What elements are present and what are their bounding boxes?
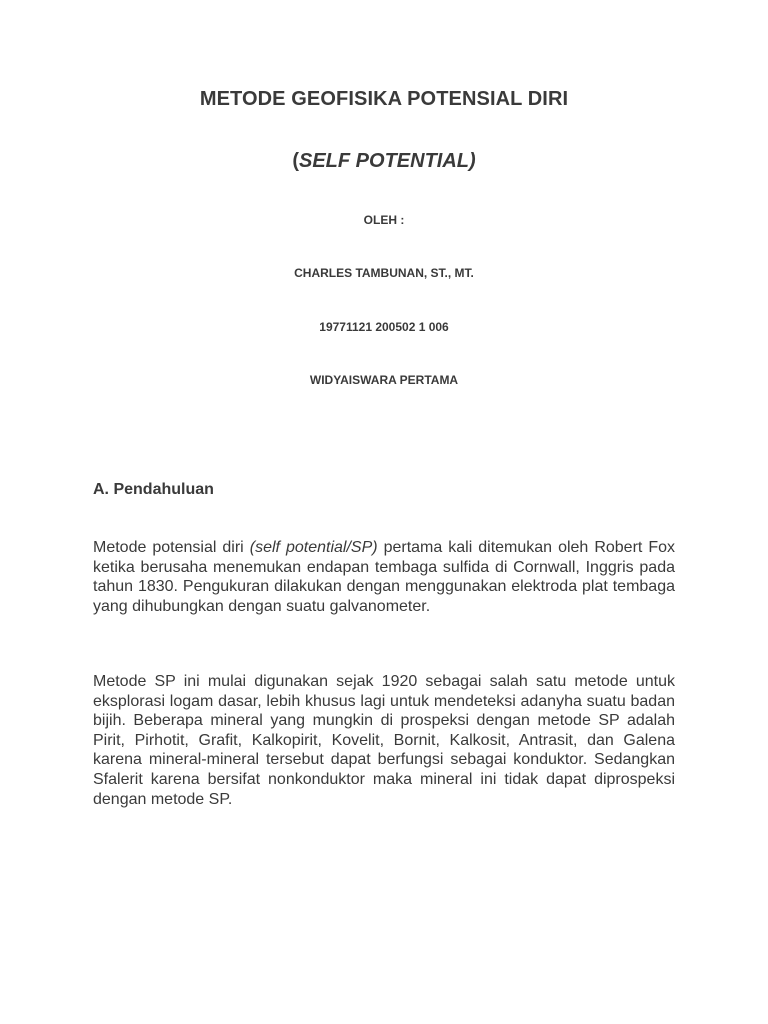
subtitle-open-paren: ( (292, 150, 299, 172)
document-subtitle (0, 150, 768, 173)
paragraph-1-after: pertama kali ditemukan oleh Robert Fox ketika berusaha menemukan endapan tembaga sulfida di Cornwall, Inggris pada tahun 1830. Pengukuran dilakukan dengan menggunakan elektroda plat tembaga yang dihubungkan dengan suatu galvanometer. (93, 539, 676, 615)
paragraph-2: Metode SP ini mulai digunakan sejak 1920 sebagai salah satu metode untuk eksplorasi logam dasar, lebih khusus lagi untuk mendeteksi adanyha suatu badan bijih. Beberapa mineral yang mungkin di prospeksi dengan metode SP adalah Pirit, Pirhotit, Grafit, Kalkopirit, Kovelit, Bornit, Kalkosit, Antrasit, dan Galena karena mineral-mineral tersebut dapat berfungsi sebagai konduktor. Sedangkan Sfalerit karena bersifat nonkonduktor maka mineral ini tidak dapat diprospeksi dengan metode SP. (93, 673, 675, 808)
paragraph-1-before: Metode potensial diri (93, 539, 250, 556)
document-title: METODE GEOFISIKA POTENSIAL DIRI (199, 88, 569, 110)
employee-id: 19771121 200502 1 006 (319, 320, 449, 334)
subtitle-italic-text: SELF POTENTIAL) (299, 150, 476, 172)
paragraph-1-italic: (self potential/SP) (249, 539, 378, 556)
paragraph-1 (93, 538, 675, 616)
by-label: OLEH : (363, 213, 405, 227)
author-position: WIDYAISWARA PERTAMA (309, 373, 459, 387)
section-heading: A. Pendahuluan (93, 481, 214, 498)
author-name: CHARLES TAMBUNAN, ST., MT. (294, 266, 474, 280)
